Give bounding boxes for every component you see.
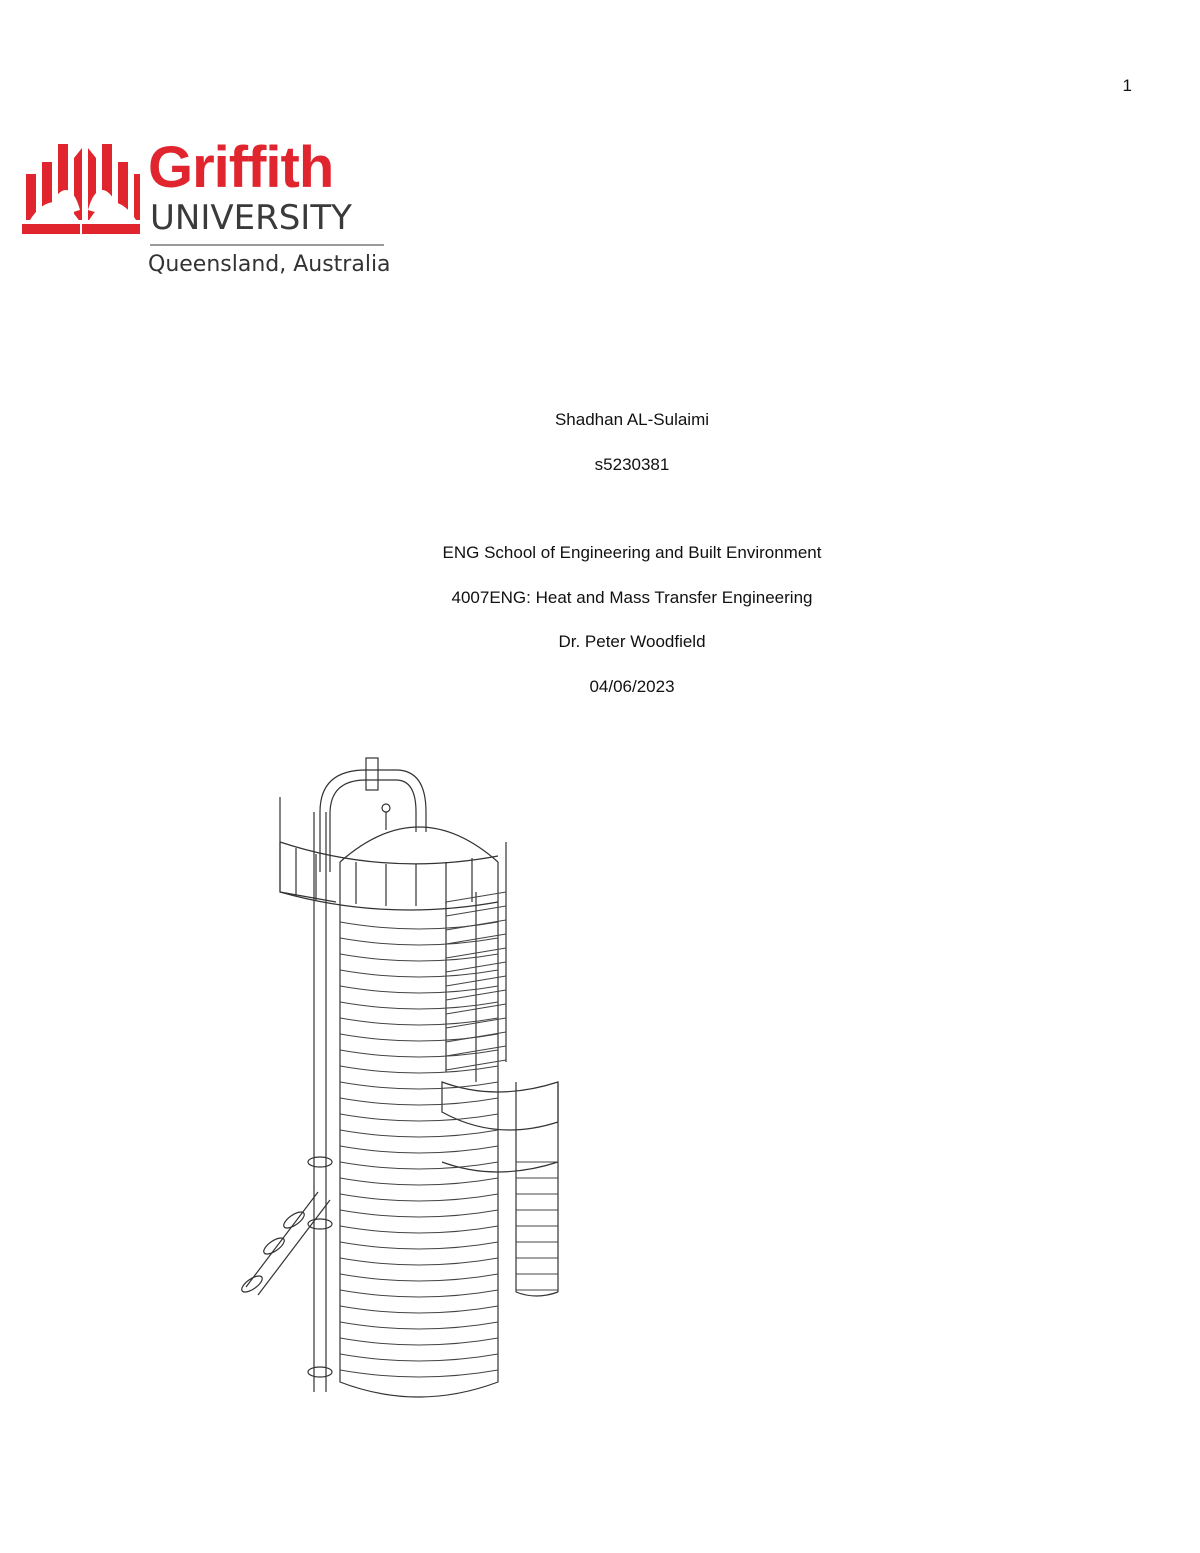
school-name: ENG School of Engineering and Built Environment xyxy=(442,543,822,562)
logo-place: Queensland, Australia xyxy=(148,252,391,277)
shell-ring-line xyxy=(340,1354,498,1361)
shell-ring-line xyxy=(340,1178,498,1185)
logo-divider xyxy=(150,244,384,246)
shell-ring-line xyxy=(340,1274,498,1281)
shell-ring-line xyxy=(340,1114,498,1121)
distillation-column-wireframe-icon xyxy=(236,752,566,1402)
shell-ring-line xyxy=(340,1370,498,1377)
shell-ring-line xyxy=(340,1082,498,1089)
lecturer-name: Dr. Peter Woodfield xyxy=(558,632,706,651)
university-logo xyxy=(22,135,402,285)
distillation-column-figure xyxy=(236,752,566,1402)
course-title: 4007ENG: Heat and Mass Transfer Engineering xyxy=(451,587,813,607)
submission-date: 04/06/2023 xyxy=(589,676,675,696)
page-number: 1 xyxy=(1122,76,1132,95)
shell-ring-line xyxy=(340,1194,498,1201)
shell-ring-line xyxy=(340,970,498,977)
shell-ring-line xyxy=(340,1130,498,1137)
shell-ring-line xyxy=(340,1066,498,1073)
logo-subline: UNIVERSITY xyxy=(150,198,352,238)
shell-ring-line xyxy=(340,1226,498,1233)
shell-ring-line xyxy=(340,1098,498,1105)
student-id: s5230381 xyxy=(594,454,670,474)
logo-wordmark: Griffith xyxy=(148,135,334,200)
shell-ring-line xyxy=(340,1002,498,1009)
shell-ring-line xyxy=(340,954,498,961)
title-block xyxy=(332,406,932,717)
shell-ring-line xyxy=(340,1306,498,1313)
shell-ring-line xyxy=(340,986,498,993)
griffith-emblem-icon xyxy=(22,140,140,236)
shell-ring-line xyxy=(340,1322,498,1329)
shell-ring-line xyxy=(340,1258,498,1265)
author-name: Shadhan AL-Sulaimi xyxy=(554,410,710,429)
shell-ring-line xyxy=(340,1018,498,1025)
shell-ring-line xyxy=(340,1290,498,1297)
shell-ring-line xyxy=(340,1242,498,1249)
shell-ring-line xyxy=(340,1210,498,1217)
shell-ring-line xyxy=(340,1146,498,1153)
shell-ring-line xyxy=(340,1338,498,1345)
shell-ring-line xyxy=(340,1162,498,1169)
